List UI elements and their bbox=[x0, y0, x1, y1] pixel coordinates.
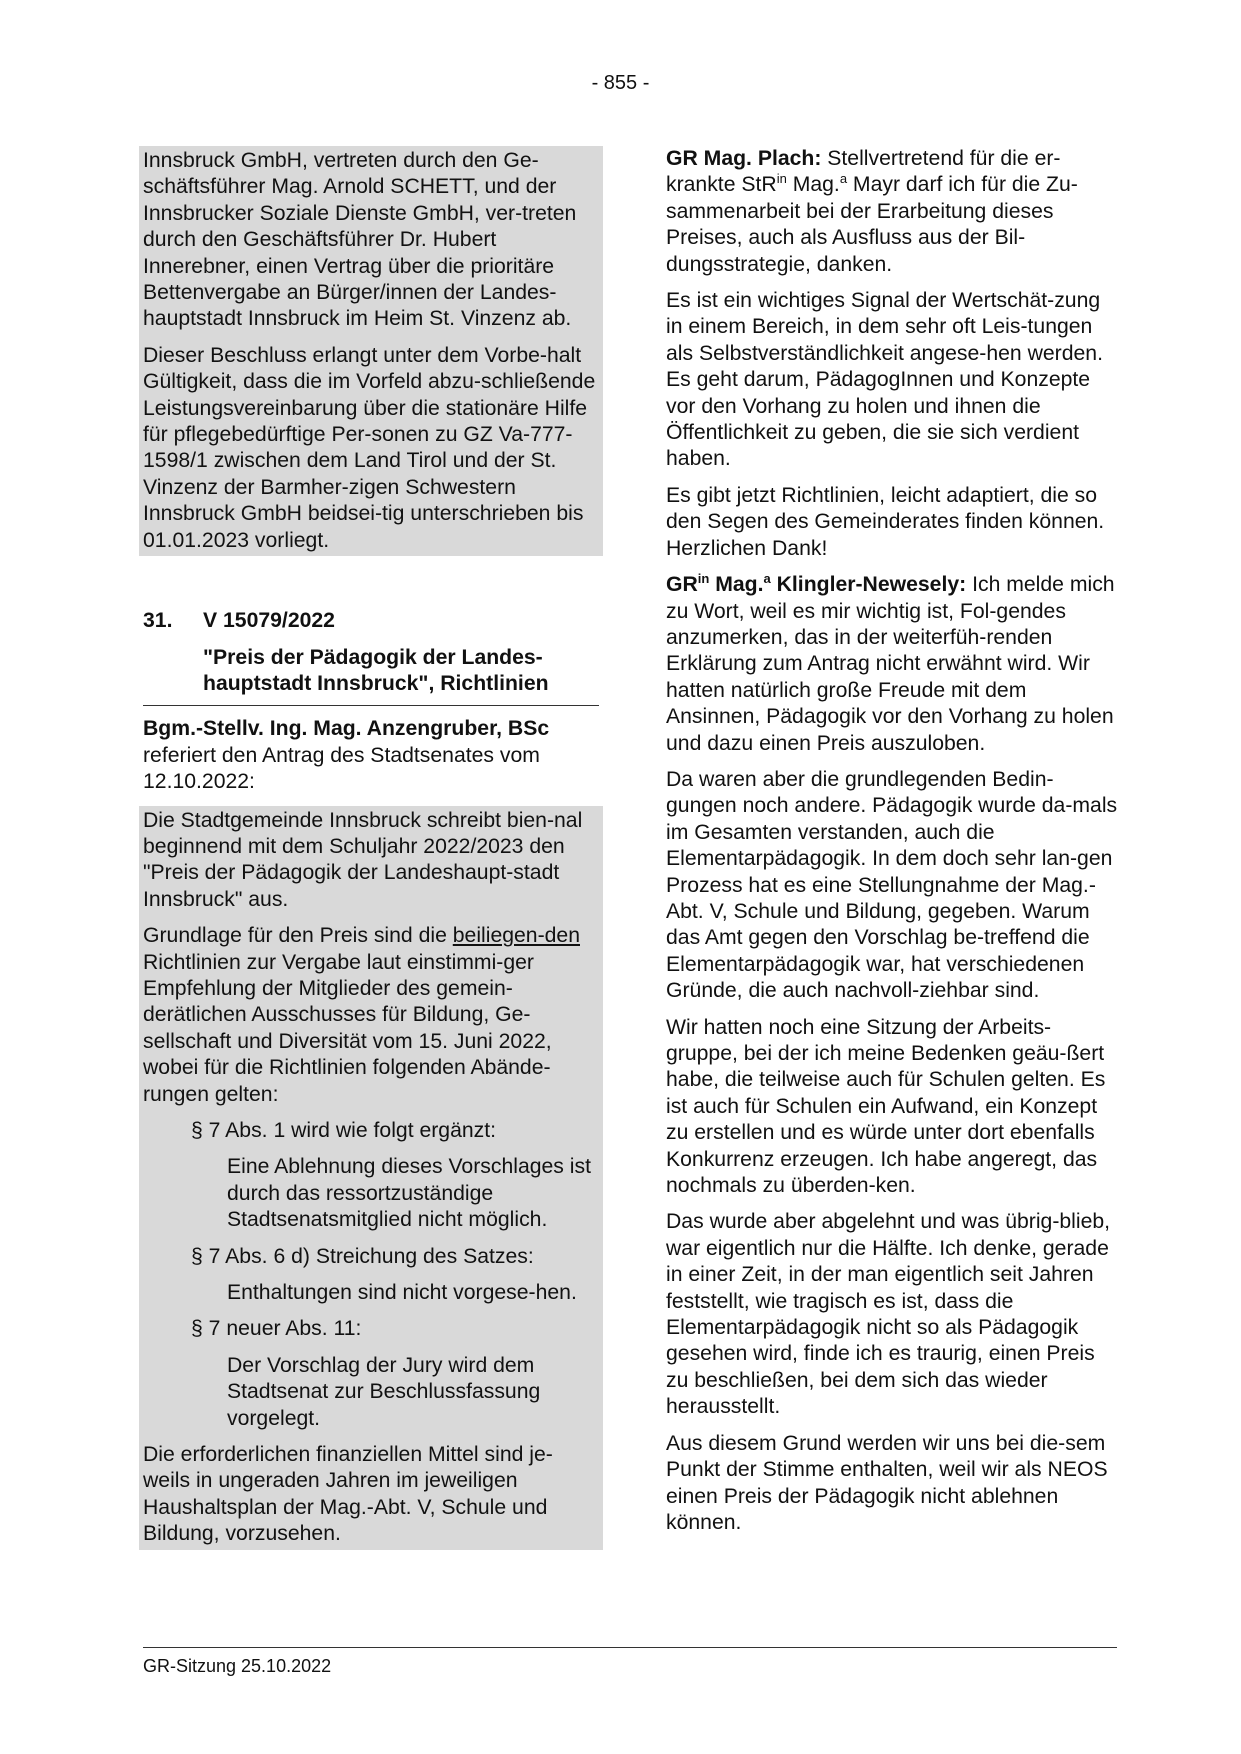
statement-plach-3: Es gibt jetzt Richtlinien, leicht adaptiert, die so den Segen des Gemeinderates finden können. Herzlichen Dank! bbox=[666, 483, 1105, 560]
statement-klingler-4: Das wurde aber abgelehnt und was übrig-blieb, war eigentlich nur die Hälfte. Ich denke, gerade in einer Zeit, in der man eigentlich seit Jahren feststellt, wie tragisch es ist, dass die Elementarpädagogik nicht so als Pädagogik gesehen wird, finde ich es traurig, einen Preis zu beschließen, bei dem sich das wieder herausstellt. bbox=[666, 1210, 1111, 1419]
statement-klingler-2: Da waren aber die grundlegenden Bedin-gungen noch andere. Pädagogik wurde da-mals im Gesamten verstanden, auch die Elementarpädagogik. In dem doch sehr lan-gen Prozess hat es eine Stellungnahme der Mag.-Abt. V, Schule und Bildung, gegeben. Warum das Amt gegen den Vorschlag be-treffend die Elementarpädagogik war, hat verschiedenen Gründe, die auch nachvoll-ziehbar sind. bbox=[666, 767, 1118, 1003]
motion-text bbox=[139, 806, 603, 1550]
speaker-text: referiert den Antrag des Stadtsenates vom 12.10.2022: bbox=[143, 743, 540, 794]
agenda-item-header bbox=[143, 608, 599, 634]
amendment-1-text: Eine Ablehnung dieses Vorschlages ist durch das ressortzuständige Stadtsenatsmitglied nicht möglich. bbox=[227, 1155, 591, 1232]
statement-plach-2: Es ist ein wichtiges Signal der Wertschät-zung in einem Bereich, in dem sehr oft Leis-tungen als Selbstverständlichkeit angese-hen werden. Es geht darum, PädagogInnen und Konzepte vor den Vorhang zu holen und ihnen die Öffentlichkeit zu geben, die sie sich verdient haben. bbox=[666, 289, 1103, 471]
speaker-plach: GR Mag. Plach: bbox=[666, 147, 822, 170]
agenda-item-reference: V 15079/2022 bbox=[203, 609, 335, 633]
footer-divider bbox=[143, 1647, 1117, 1648]
underlined-word: beiliegen-den bbox=[452, 924, 580, 948]
speaker-name: Bgm.-Stellv. Ing. Mag. Anzengruber, BSc bbox=[143, 717, 550, 741]
motion-paragraph-last: Die erforderlichen finanziellen Mittel sind je-weils in ungeraden Jahren im jeweiligen Haushaltsplan der Mag.-Abt. V, Schule und Bildung, vorzusehen. bbox=[143, 1443, 553, 1546]
statement-plach-text-b: Mag. bbox=[786, 173, 840, 197]
page-number: - 855 - bbox=[591, 72, 650, 94]
resolution-continuation bbox=[139, 146, 603, 556]
right-column bbox=[666, 146, 1122, 1546]
motion-paragraph-2-start: Grundlage für den Preis sind die bbox=[143, 924, 453, 948]
superscript-in: in bbox=[697, 571, 710, 587]
speaker-klingler-c: Klingler-Newesely: bbox=[770, 573, 967, 597]
amendment-2-text: Enthaltungen sind nicht vorgese-hen. bbox=[227, 1281, 577, 1305]
motion-paragraph-2-end: Richtlinien zur Vergabe laut einstimmi-ger Empfehlung der Mitglieder des gemein-derätlichen Ausschusses für Bildung, Ge-sellschaft und Diversität vom 15. Juni 2022, wobei für die Richtlinien folgenden Abände-rungen gelten: bbox=[143, 950, 552, 1106]
amendment-3-text: Der Vorschlag der Jury wird dem Stadtsenat zur Beschlussfassung vorgelegt. bbox=[227, 1353, 541, 1430]
statement-klingler bbox=[666, 572, 1122, 757]
motion-paragraph-2 bbox=[143, 923, 599, 1108]
footer-session-date: GR-Sitzung 25.10.2022 bbox=[143, 1656, 332, 1676]
speaker-klingler-b: Mag. bbox=[709, 573, 764, 597]
amendment-2-heading: § 7 Abs. 6 d) Streichung des Satzes: bbox=[191, 1244, 534, 1268]
superscript-a: a bbox=[839, 171, 848, 187]
speaker-paragraph bbox=[143, 716, 599, 795]
motion-paragraph-1: Die Stadtgemeinde Innsbruck schreibt bien-nal beginnend mit dem Schuljahr 2022/2023 den "Preis der Pädagogik der Landeshaupt-stadt Innsbruck" aus. bbox=[143, 808, 583, 911]
superscript-in: in bbox=[776, 171, 787, 187]
resolution-paragraph-1: Innsbruck GmbH, vertreten durch den Ge-schäftsführer Mag. Arnold SCHETT, und der Innsbrucker Soziale Dienste GmbH, ver-treten durch den Geschäftsführer Dr. Hubert Innerebner, einen Vertrag über die prioritäre Bettenvergabe an Bürger/innen der Landes-hauptstadt Innsbruck im Heim St. Vinzenz ab. bbox=[143, 149, 577, 331]
statement-plach-text-a: Stellvertretend für die er-krankte StR bbox=[666, 147, 1061, 197]
resolution-paragraph-2: Dieser Beschluss erlangt unter dem Vorbe-halt Gültigkeit, dass die im Vorfeld abzu-schließende Leistungsvereinbarung über die stationäre Hilfe für pflegebedürftige Per-sonen zu GZ Va-777-1598/1 zwischen dem Land Tirol und der St. Vinzenz der Barmher-zigen Schwestern Innsbruck GmbH beidsei-tig unterschrieben bis 01.01.2023 vorliegt. bbox=[143, 343, 596, 552]
speaker-klingler-a: GR bbox=[666, 573, 698, 597]
statement-klingler-3: Wir hatten noch eine Sitzung der Arbeits-gruppe, bei der ich meine Bedenken geäu-ßert habe, die teilweise auch für Schulen gelten. Es ist auch für Schulen ein Aufwand, ein Konzept zu erstellen und es würde unter dort ebenfalls Konkurrenz erzeugen. Ich habe angeregt, das nochmals zu überden-ken. bbox=[666, 1015, 1106, 1198]
amendment-1-heading: § 7 Abs. 1 wird wie folgt ergänzt: bbox=[191, 1119, 497, 1142]
agenda-item-number: 31. bbox=[143, 609, 173, 633]
statement-plach-text-c: Mayr darf ich für die Zu-sammenarbeit bei der Erarbeitung dieses Preises, auch als Ausfluss aus der Bil-dungsstrategie, danken. bbox=[666, 173, 1078, 276]
agenda-item-title-block bbox=[143, 645, 599, 707]
statement-klingler-text: Ich melde mich zu Wort, weil es mir wichtig ist, Fol-gendes anzumerken, das in der weiterfüh-renden Erklärung zum Antrag nicht erwähnt wird. Wir hatten natürlich große Freude mit dem Ansinnen, Pädagogik vor den Vorhang zu holen und dazu einen Preis auszuloben. bbox=[666, 573, 1115, 755]
agenda-item-title: "Preis der Pädagogik der Landes-hauptstadt Innsbruck", Richtlinien bbox=[203, 645, 549, 695]
amendment-3-heading: § 7 neuer Abs. 11: bbox=[191, 1317, 362, 1341]
speaker-klingler bbox=[666, 573, 966, 596]
statement-klingler-5: Aus diesem Grund werden wir uns bei die-sem Punkt der Stimme enthalten, weil wir als NEOS einen Preis der Pädagogik nicht ablehnen können. bbox=[666, 1431, 1108, 1534]
statement-plach bbox=[666, 146, 1122, 278]
superscript-a: a bbox=[763, 571, 771, 587]
left-column bbox=[143, 146, 599, 1550]
